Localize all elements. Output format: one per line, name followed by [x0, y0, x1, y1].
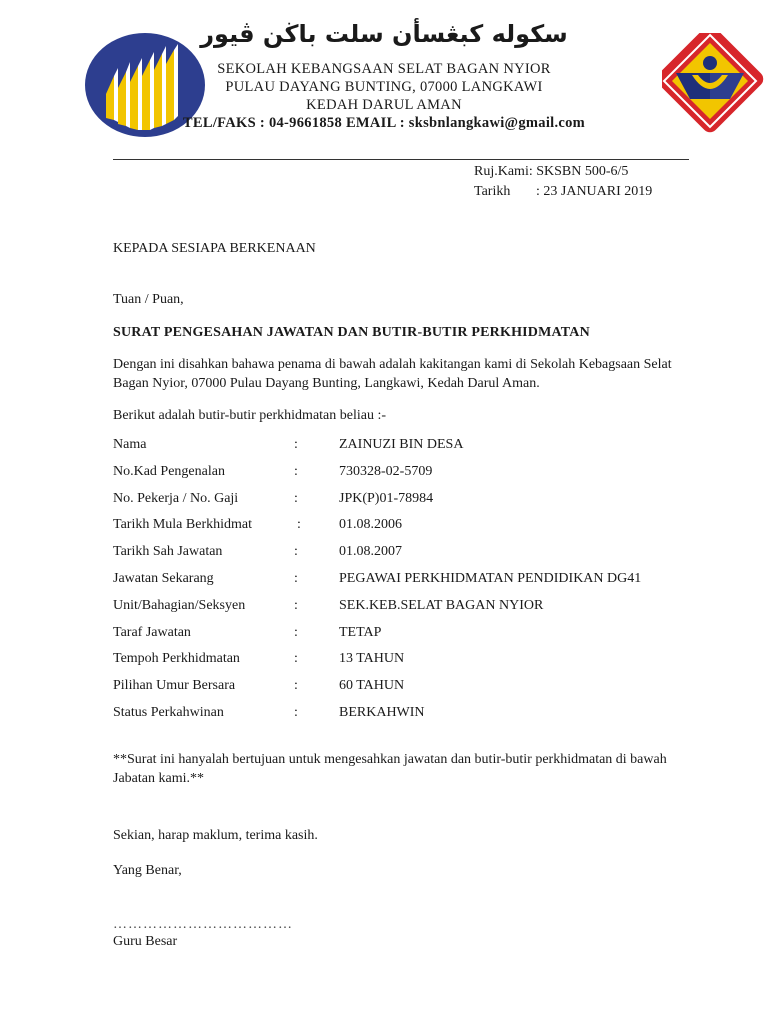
detail-value: JPK(P)01-78984	[339, 490, 434, 506]
addressee: KEPADA SESIAPA BERKENAAN	[113, 241, 316, 256]
date-line	[474, 184, 652, 200]
detail-row	[113, 437, 713, 464]
date-value: : 23 JANUARI 2019	[536, 184, 653, 199]
detail-colon: :	[297, 517, 301, 533]
detail-row	[113, 571, 713, 598]
detail-label: Status Perkahwinan	[113, 704, 224, 720]
detail-label: Taraf Jawatan	[113, 624, 191, 640]
detail-label: No.Kad Pengenalan	[113, 463, 225, 479]
detail-value: ZAINUZI BIN DESA	[339, 437, 464, 452]
detail-label: Tarikh Sah Jawatan	[113, 544, 223, 560]
sign-off: Yang Benar,	[113, 863, 182, 878]
detail-colon: :	[294, 678, 298, 694]
detail-label: Jawatan Sekarang	[113, 570, 214, 586]
detail-colon: :	[294, 544, 298, 560]
detail-value: 60 TAHUN	[339, 678, 405, 694]
detail-colon: :	[294, 597, 298, 613]
detail-colon: :	[294, 570, 298, 586]
detail-value: 730328-02-5709	[339, 463, 433, 479]
detail-row	[113, 651, 713, 678]
detail-value: 01.08.2007	[339, 544, 402, 560]
details-intro: Berikut adalah butir-butir perkhidmatan beliau :-	[113, 408, 387, 423]
detail-row	[113, 598, 713, 625]
date-label: Tarikh	[474, 184, 511, 199]
detail-value: 13 TAHUN	[339, 651, 405, 667]
contact-line: TEL/FAKS : 04-9661858 EMAIL : sksbnlangkawi@gmail.com	[182, 115, 586, 131]
salutation: Tuan / Puan,	[113, 292, 184, 307]
ruj-value: : SKSBN 500-6/5	[528, 164, 629, 179]
detail-value: PEGAWAI PERKHIDMATAN PENDIDIKAN DG41	[339, 570, 642, 586]
detail-label: No. Pekerja / No. Gaji	[113, 490, 239, 506]
intro-paragraph: Dengan ini disahkan bahawa penama di bawah adalah kakitangan kami di Sekolah Kebagsaan Selat Bagan Nyior, 07000 Pulau Dayang Bunting, Langkawi, Kedah Darul Aman.	[113, 357, 672, 391]
school-state: KEDAH DARUL AMAN	[306, 97, 462, 113]
letter-subject: SURAT PENGESAHAN JAWATAN DAN BUTIR-BUTIR PERKHIDMATAN	[113, 325, 590, 340]
detail-value: 01.08.2006	[339, 517, 402, 533]
detail-label: Tempoh Perkhidmatan	[113, 651, 240, 667]
detail-value: BERKAHWIN	[339, 704, 425, 720]
school-address: PULAU DAYANG BUNTING, 07000 LANGKAWI	[225, 79, 543, 95]
detail-colon: :	[294, 463, 298, 479]
detail-label: Pilihan Umur Bersara	[113, 678, 236, 694]
detail-colon: :	[294, 624, 298, 640]
signatory-title: Guru Besar	[113, 934, 178, 949]
school-name: SEKOLAH KEBANGSAAN SELAT BAGAN NYIOR	[217, 61, 551, 77]
detail-row	[113, 491, 713, 518]
purpose-note: **Surat ini hanyalah bertujuan untuk mengesahkan jawatan dan butir-butir perkhidmatan di bawah Jabatan kami.**	[113, 752, 667, 786]
detail-colon: :	[294, 437, 298, 452]
header-divider	[113, 159, 689, 160]
detail-row	[113, 625, 713, 652]
detail-label: Unit/Bahagian/Seksyen	[113, 597, 246, 613]
closing-line: Sekian, harap maklum, terima kasih.	[113, 828, 318, 843]
reference-line	[474, 164, 628, 180]
detail-value: SEK.KEB.SELAT BAGAN NYIOR	[339, 597, 544, 613]
detail-label: Tarikh Mula Berkhidmat	[113, 517, 252, 533]
detail-value: TETAP	[339, 624, 382, 640]
signature-line: ………………………………	[113, 917, 293, 932]
detail-row	[113, 678, 713, 705]
detail-row	[113, 705, 713, 732]
detail-colon: :	[294, 651, 298, 667]
detail-colon: :	[294, 490, 298, 506]
detail-label: Nama	[113, 437, 147, 452]
detail-row	[113, 464, 713, 491]
service-details-table	[113, 437, 713, 732]
detail-colon: :	[294, 704, 298, 720]
ruj-label: Ruj.Kami	[474, 164, 529, 179]
detail-row	[113, 517, 713, 544]
jawi-school-name: سكوله كبڠسأن سلت باڬن ڤيور	[200, 20, 568, 48]
detail-row	[113, 544, 713, 571]
